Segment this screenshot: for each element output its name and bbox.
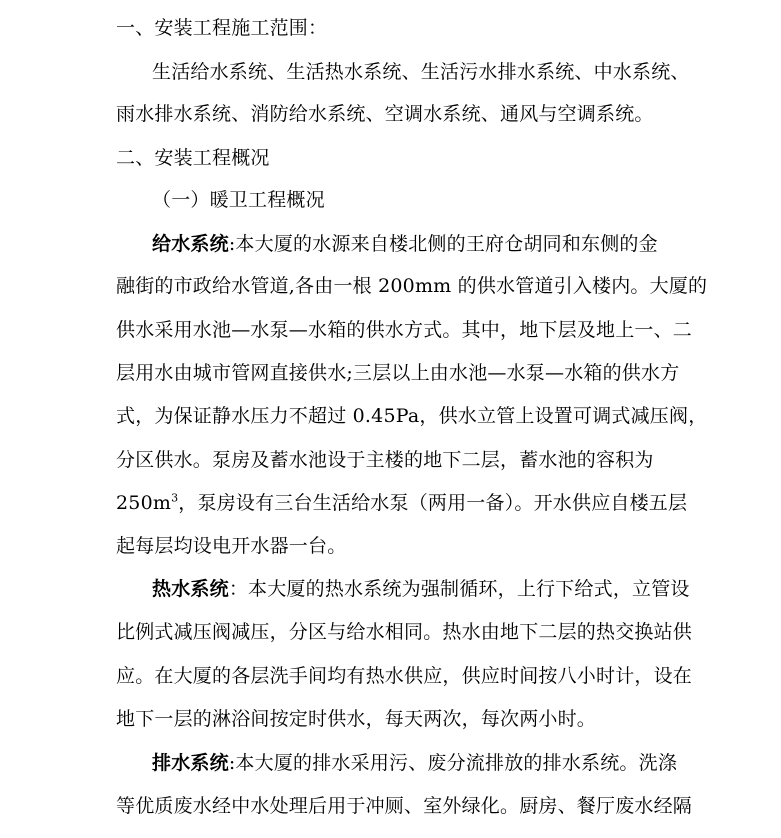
water-supply-label: 给水系统 — [152, 233, 229, 255]
hvac-subheading: （一）暖卫工程概况 — [152, 189, 325, 211]
hot-water-label: 热水系统 — [152, 578, 229, 600]
water-supply-line-3: 供水采用水池—水泵—水箱的供水方式。其中，地下层及地上一、二 — [116, 319, 693, 341]
water-supply-line-2: 融街的市政给水管道,各由一根 200mm 的供水管道引入楼内。大厦的 — [116, 275, 708, 297]
scope-line-1: 生活给水系统、生活热水系统、生活污水排水系统、中水系统、 — [152, 61, 690, 83]
drainage-line-2: 等优质废水经中水处理后用于冲厕、室外绿化。厨房、餐厅废水经隔 — [116, 795, 693, 817]
hot-water-line-4: 地下一层的淋浴间按定时供水，每天两次，每次两小时。 — [116, 708, 597, 730]
section-1-heading: 一、安装工程施工范围： — [116, 17, 328, 39]
drainage-line-1 — [152, 751, 677, 775]
water-supply-line-8: 起每层均设电开水器一台。 — [116, 535, 347, 557]
cubic-superscript: 3 — [171, 491, 179, 505]
hot-water-line-2: 比例式减压阀减压，分区与给水相同。热水由地下二层的热交换站供 — [116, 621, 693, 643]
hot-water-line-3: 应。在大厦的各层洗手间均有热水供应，供应时间按八小时计，设在 — [116, 665, 693, 687]
hot-water-text: ：本大厦的热水系统为强制循环，上行下给式，立管设 — [228, 578, 690, 600]
water-supply-text: :本大厦的水源来自楼北侧的王府仓胡同和东侧的金 — [228, 233, 658, 255]
water-supply-line-1 — [152, 232, 658, 256]
water-supply-line-7 — [116, 491, 687, 515]
section-2-heading: 二、安装工程概况 — [116, 147, 270, 169]
water-supply-line-4: 层用水由城市管网直接供水;三层以上由水池—水泵—水箱的供水方 — [116, 362, 680, 384]
water-supply-line-5: 式，为保证静水压力不超过 0.45Pa，供水立管上设置可调式减压阀， — [116, 405, 708, 427]
water-supply-line-7-text: ，泵房设有三台生活给水泵（两用一备）。开水供应自楼五层 — [178, 492, 688, 514]
water-supply-line-6: 分区供水。泵房及蓄水池设于主楼的地下二层，蓄水池的容积为 — [116, 449, 654, 471]
pool-volume: 250m — [116, 492, 172, 514]
hot-water-line-1 — [152, 577, 690, 601]
drainage-label: 排水系统 — [152, 752, 229, 774]
drainage-text: :本大厦的排水采用污、废分流排放的排水系统。洗涤 — [228, 752, 678, 774]
scope-line-2: 雨水排水系统、消防给水系统、空调水系统、通风与空调系统。 — [116, 103, 654, 125]
